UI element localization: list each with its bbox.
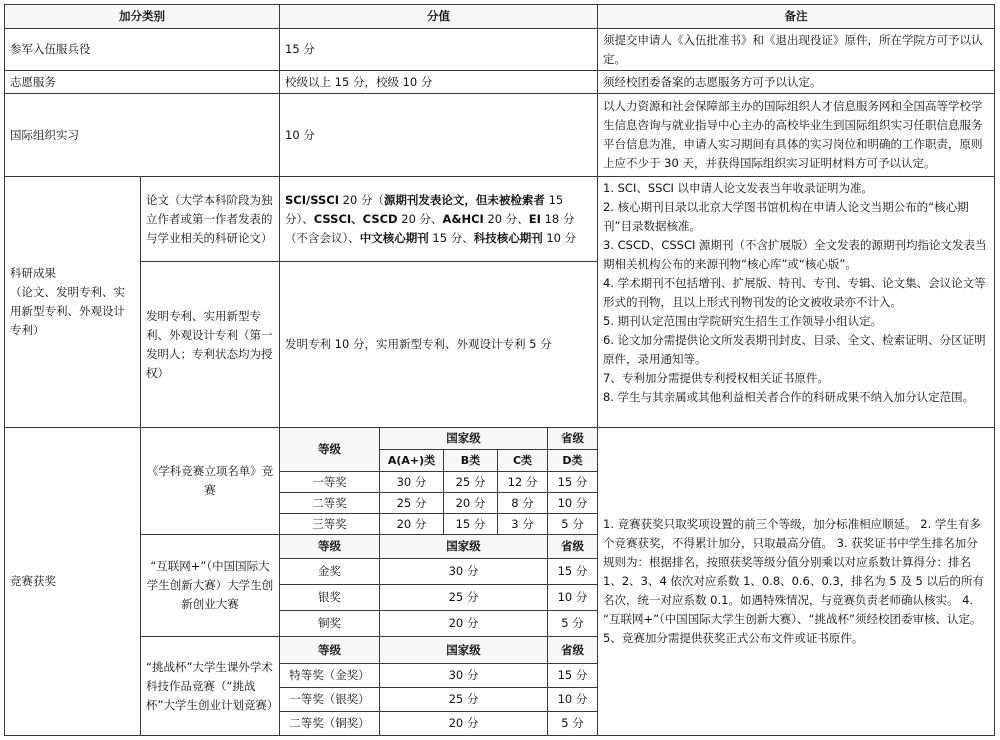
military-score-text: 15 分 — [285, 42, 315, 56]
competition-note-3: 3. 获奖证书中学生排名加分规则为：根据排名，按照获奖等级分值分别乘以对应系数计算得分：排名 1、2、3、4 依次对应系数 1、0.8、0.6、0.3，排名为 5 及 5 以后的所有名次，统一对应系数 0.1。如遇特殊情况，与竞赛负责老师确认核实。 — [603, 536, 985, 607]
subject-row-3-c: 3 分 — [511, 516, 534, 531]
research-note-7: 7、专利加分需提供专利授权相关证书原件。 — [603, 371, 829, 385]
research-patent-score-text: 发明专利 10 分，实用新型专利、外观设计专利 5 分 — [285, 337, 552, 351]
table-row — [279, 492, 380, 514]
military-category-text: 参军入伍服兵役 — [10, 42, 91, 56]
subject-h-c-text: C类 — [512, 454, 533, 467]
table-row — [279, 610, 380, 637]
internet-row-3-national: 20 分 — [448, 616, 479, 630]
internet-row-2-national: 25 分 — [448, 590, 479, 604]
competition-category-text: 竞赛获奖 — [10, 574, 56, 588]
score-sci-value: 20 分（ — [338, 192, 384, 207]
table-cell — [443, 471, 498, 493]
table-cell — [547, 687, 598, 712]
table-cell — [379, 711, 548, 736]
internet-plus-label — [140, 534, 280, 637]
internship-note-text: 以人力资源和社会保障部主办的国际组织人才信息服务网和全国高等学校学生信息咨询与就业指导中心主办的高校毕业生到国际组织实习任职信息服务平台信息为准，申请人实习期间有具体的实习岗位和明确的工作职责，原则上应不少于 30 天，并获得国际组织实习证明材料方可予以认定。 — [603, 99, 983, 170]
subject-row-2-level: 二等奖 — [312, 495, 347, 510]
subject-h-a — [379, 449, 444, 472]
internet-plus-label-text: “互联网+”（中国国际大学生创新大赛）大学生创新创业大赛 — [146, 559, 274, 611]
internet-row-2-level: 银奖 — [318, 590, 341, 604]
challenge-row-1-provincial: 15 分 — [557, 668, 588, 682]
challenge-h-provincial — [547, 636, 598, 664]
subject-h-national — [379, 427, 548, 450]
challenge-row-3-level: 二等奖（铜奖） — [289, 716, 370, 730]
subject-row-3-level: 三等奖 — [312, 516, 347, 531]
header-category-text: 加分类别 — [119, 9, 165, 23]
research-paper-label-text: 论文（大学本科阶段为独立作者或第一作者发表的与学业相关的科研论文） — [146, 192, 273, 245]
internship-score — [279, 93, 598, 177]
research-note-4: 4. 学术期刊不包括增刊、扩展版、特刊、专刊、专辑、论文集、会议论文等形式的刊物，且以上形式刊物刊发的论文被收录亦不计入。 — [603, 276, 986, 309]
subject-h-b-text: B类 — [460, 454, 481, 467]
challenge-row-2-provincial: 10 分 — [557, 692, 588, 706]
subject-row-3-d: 5 分 — [561, 516, 584, 531]
military-category — [4, 28, 280, 71]
table-cell — [379, 558, 548, 585]
subject-row-3-b: 15 分 — [455, 516, 486, 531]
internet-h-national-text: 国家级 — [446, 539, 481, 553]
internet-h-national — [379, 534, 548, 559]
score-chinese-core: 中文核心期刊 — [359, 230, 429, 245]
challenge-row-3-provincial: 5 分 — [561, 716, 584, 730]
table-row — [279, 471, 380, 493]
table-cell — [547, 711, 598, 736]
subject-competition-label-text: 《学科竞赛立项名单》竞赛 — [146, 464, 274, 497]
research-note-6: 6. 论文加分需提供论文所发表期刊封皮、目录、全文、检索证明、分区证明原件，录用通知等。 — [603, 333, 986, 366]
research-paper-score — [279, 176, 598, 262]
table-cell — [443, 492, 498, 514]
subject-row-1-a: 30 分 — [396, 474, 427, 489]
table-cell — [497, 471, 548, 493]
competition-category — [4, 427, 141, 736]
subject-row-2-b: 20 分 — [455, 495, 486, 510]
research-paper-score-text — [285, 191, 592, 248]
score-ahci-value: 20 分、 — [483, 211, 529, 226]
table-cell — [547, 663, 598, 688]
table-cell — [547, 513, 598, 535]
internet-row-1-national: 30 分 — [448, 564, 479, 578]
table-cell — [497, 492, 548, 514]
score-source-value: 15 分）、 — [285, 192, 564, 226]
research-note-3: 3. CSCD、CSSCI 源期刊（不含扩展版）全文发表的源期刊均指论文发表当期相关机构公布的来源刊物“核心库”或“核心版”。 — [603, 238, 987, 271]
volunteer-category-text: 志愿服务 — [10, 74, 56, 89]
volunteer-category — [4, 70, 280, 94]
score-ahci: A&HCI — [442, 211, 484, 226]
volunteer-score — [279, 70, 598, 94]
subject-h-d-text: D类 — [562, 454, 583, 467]
challenge-row-1-level: 特等奖（金奖） — [289, 668, 370, 682]
table-row — [279, 687, 380, 712]
subject-h-provincial — [547, 427, 598, 450]
table-cell — [379, 663, 548, 688]
competition-note-5: 5、竞赛加分需提供获奖正式公布文件或证书原件。 — [603, 631, 864, 645]
table-cell — [497, 513, 548, 535]
subject-h-level — [279, 427, 380, 472]
subject-row-1-level: 一等奖 — [312, 474, 347, 489]
research-paper-label — [140, 176, 280, 262]
research-patent-score — [279, 261, 598, 428]
subject-h-national-text: 国家级 — [446, 431, 481, 445]
score-ei: EI — [528, 211, 541, 226]
internship-category-text: 国际组织实习 — [10, 127, 79, 142]
table-cell — [547, 492, 598, 514]
internet-row-3-provincial: 5 分 — [561, 616, 584, 630]
header-note — [597, 4, 995, 29]
score-tech-core: 科技核心期刊 — [473, 230, 543, 245]
research-note-1: 1. SCI、SSCI 以申请人论文发表当年收录证明为准。 — [603, 181, 874, 195]
table-cell — [547, 471, 598, 493]
challenge-cup-label-text: “挑战杯”大学生课外学术科技作品竞赛（“挑战杯”大学生创业计划竞赛） — [146, 659, 279, 712]
internet-h-level-text: 等级 — [318, 539, 341, 553]
internet-row-2-provincial: 10 分 — [557, 590, 588, 604]
internship-note — [597, 93, 995, 177]
internet-h-provincial-text: 省级 — [561, 539, 584, 553]
table-row — [279, 711, 380, 736]
research-patent-label-text: 发明专利、实用新型专利、外观设计专利（第一发明人；专利状态均为授权） — [146, 308, 273, 380]
table-cell — [547, 584, 598, 611]
subject-row-1-c: 12 分 — [507, 474, 538, 489]
subject-h-a-text: A(A+)类 — [387, 454, 436, 467]
volunteer-score-text: 校级以上 15 分，校级 10 分 — [285, 74, 433, 89]
subject-h-b — [443, 449, 498, 472]
challenge-row-3-national: 20 分 — [448, 716, 479, 730]
header-score — [279, 4, 598, 29]
score-source-journal: 源期刊发表论文，但未被检索者 — [383, 192, 545, 207]
research-note-8: 8. 学生与其亲属或其他利益相关者合作的科研成果不纳入加分认定范围。 — [603, 390, 975, 404]
table-row — [279, 513, 380, 535]
table-cell — [379, 492, 444, 514]
volunteer-note — [597, 70, 995, 94]
competition-notes-body — [603, 515, 989, 648]
volunteer-note-text: 须经校团委备案的志愿服务方可予以认定。 — [603, 74, 822, 89]
challenge-row-2-level: 一等奖（银奖） — [289, 692, 370, 706]
challenge-cup-label — [140, 636, 280, 736]
table-cell — [547, 610, 598, 637]
subject-h-c — [497, 449, 548, 472]
table-cell — [379, 610, 548, 637]
research-notes — [597, 176, 995, 428]
header-category — [4, 4, 280, 29]
table-cell — [379, 687, 548, 712]
internship-score-text: 10 分 — [285, 127, 315, 142]
score-cssci-value: 20 分、 — [397, 211, 443, 226]
research-category — [4, 176, 141, 428]
subject-h-level-text: 等级 — [318, 442, 341, 456]
score-chinese-core-value: 15 分、 — [428, 230, 474, 245]
table-cell — [379, 471, 444, 493]
internet-row-1-level: 金奖 — [318, 564, 341, 578]
subject-row-2-d: 10 分 — [557, 495, 588, 510]
score-sci: SCI/SSCI — [285, 192, 339, 207]
research-patent-label — [140, 261, 280, 428]
challenge-row-1-national: 30 分 — [448, 668, 479, 682]
internet-h-provincial — [547, 534, 598, 559]
internet-h-level — [279, 534, 380, 559]
challenge-h-level-text: 等级 — [318, 642, 341, 657]
challenge-h-level — [279, 636, 380, 664]
table-cell — [443, 513, 498, 535]
challenge-h-national-text: 国家级 — [446, 642, 481, 657]
subject-competition-label — [140, 427, 280, 535]
table-row — [279, 663, 380, 688]
challenge-h-national — [379, 636, 548, 664]
score-cssci: CSSCI、CSCD — [313, 211, 398, 226]
table-cell — [379, 584, 548, 611]
internet-row-3-level: 铜奖 — [318, 616, 341, 630]
military-note — [597, 28, 995, 71]
subject-row-2-a: 25 分 — [396, 495, 427, 510]
table-row — [279, 558, 380, 585]
header-score-text: 分值 — [427, 9, 450, 23]
header-note-text: 备注 — [784, 9, 808, 23]
research-note-2: 2. 核心期刊目录以北京大学图书馆机构在申请人论文当期公布的“核心期刊”目录数据核准。 — [603, 200, 969, 233]
subject-row-1-b: 25 分 — [455, 474, 486, 489]
military-score — [279, 28, 598, 71]
score-ei-value: 18 分（不含会议）、 — [285, 211, 575, 245]
competition-notes — [597, 427, 995, 736]
challenge-h-provincial-text: 省级 — [561, 642, 584, 657]
research-category-text: 科研成果 （论文、发明专利、实用新型专利、外观设计专利） — [10, 266, 125, 337]
table-cell — [379, 513, 444, 535]
subject-h-provincial-text: 省级 — [561, 431, 584, 445]
competition-note-2: 2. 学生有多个竞赛获奖，不得累计加分，只取最高分值。 — [603, 517, 981, 550]
internship-category — [4, 93, 280, 177]
challenge-row-2-national: 25 分 — [448, 692, 479, 706]
internet-row-1-provincial: 15 分 — [557, 564, 588, 578]
table-cell — [547, 558, 598, 585]
military-note-text: 须提交申请人《入伍批准书》和《退出现役证》原件，所在学院方可予以认定。 — [603, 32, 983, 66]
score-tech-core-value: 10 分 — [542, 230, 577, 245]
subject-row-2-c: 8 分 — [511, 495, 534, 510]
table-row — [279, 584, 380, 611]
subject-h-d — [547, 449, 598, 472]
competition-note-4: 4. “互联网+”（中国国际大学生创新大赛）、“挑战杯”须经校团委审核、认定。 — [603, 593, 982, 626]
subject-row-1-d: 15 分 — [557, 474, 588, 489]
competition-note-1: 1. 竞赛获奖只取奖项设置的前三个等级，加分标准相应顺延。 — [603, 517, 917, 531]
research-note-5: 5. 期刊认定范围由学院研究生招生工作领导小组认定。 — [603, 314, 883, 328]
subject-row-3-a: 20 分 — [396, 516, 427, 531]
